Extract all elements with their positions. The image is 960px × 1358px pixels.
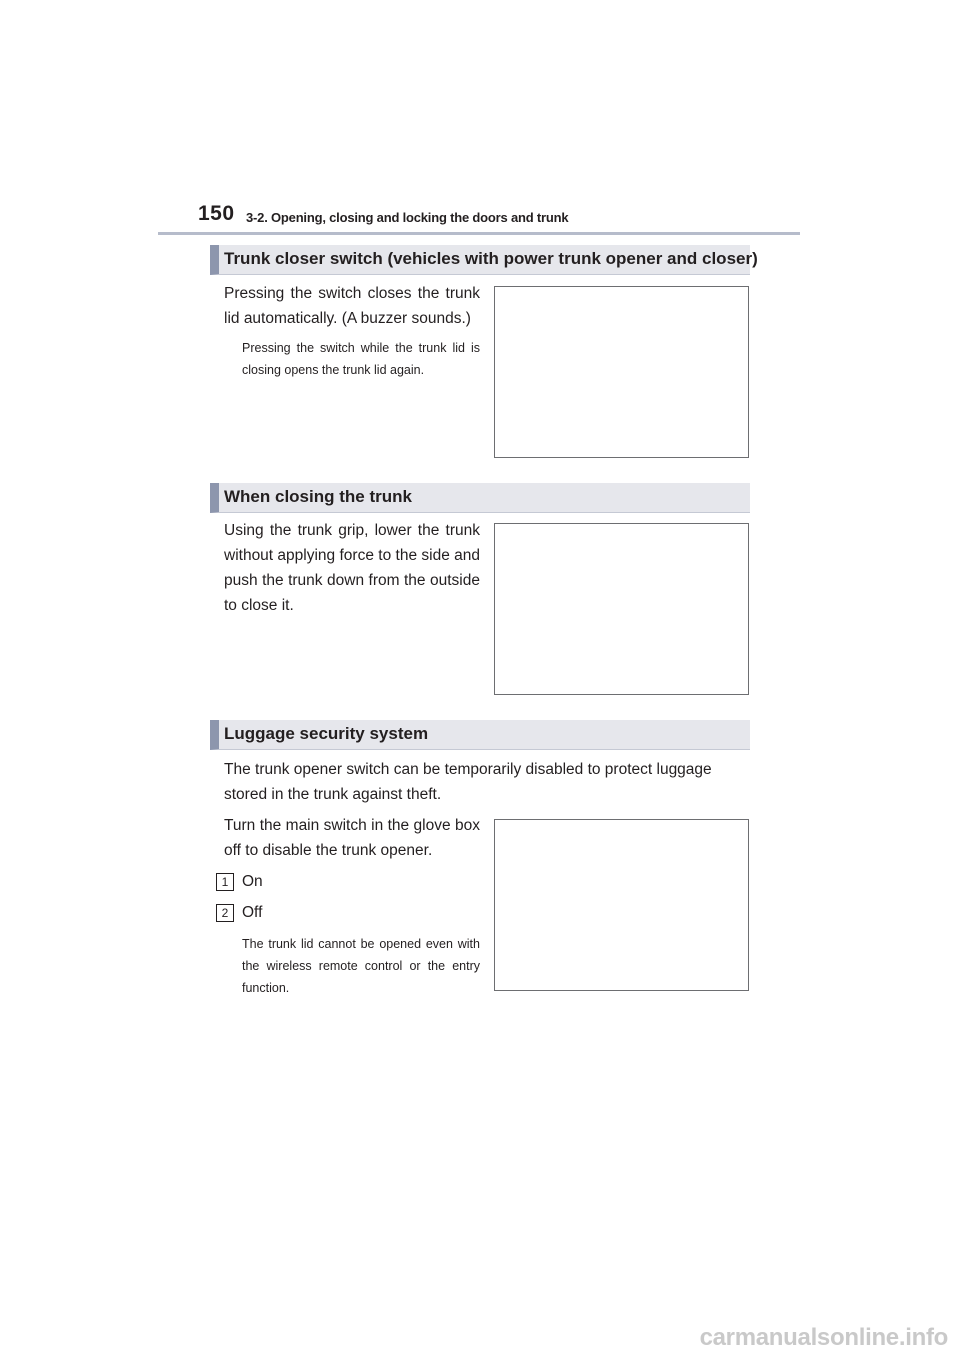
number-1-icon: 1 [216, 873, 234, 891]
glove-box-switch-illustration [494, 819, 749, 991]
page-number: 150 [198, 202, 235, 225]
closing-trunk-illustration [494, 523, 749, 695]
section-heading-closing-trunk [210, 483, 750, 513]
list-item-off [216, 902, 416, 924]
section-heading-trunk-closer [210, 245, 758, 275]
trunk-closer-illustration [494, 286, 749, 458]
luggage-security-description: Turn the main switch in the glove box off to disable the trunk opener. [224, 817, 480, 859]
list-item-label: Off [242, 904, 263, 921]
closing-trunk-description: Using the trunk grip, lower the trunk without applying force to the side and push the trunk down from the outside to close it. [224, 522, 480, 614]
section-heading-luggage-security [210, 720, 750, 750]
watermark: carmanualsonline.info [699, 1324, 948, 1351]
trunk-closer-note: Pressing the switch while the trunk lid is closing opens the trunk lid again. [242, 341, 480, 377]
luggage-security-note: The trunk lid cannot be opened even with the wireless remote control or the entry function. [242, 937, 480, 995]
list-item-label: On [242, 873, 263, 890]
luggage-security-intro: The trunk opener switch can be temporarily disabled to protect luggage stored in the trunk against theft. [224, 761, 712, 803]
chapter-title: 3-2. Opening, closing and locking the doors and trunk [246, 210, 569, 225]
trunk-closer-description: Pressing the switch closes the trunk lid automatically. (A buzzer sounds.) [224, 285, 480, 327]
section-heading-text: Luggage security system [224, 724, 429, 743]
header-rule [158, 232, 800, 235]
section-heading-text: Trunk closer switch (vehicles with power trunk opener and closer) [224, 249, 758, 268]
section-heading-text: When closing the trunk [224, 487, 412, 506]
number-2-icon: 2 [216, 904, 234, 922]
list-item-on [216, 871, 416, 893]
